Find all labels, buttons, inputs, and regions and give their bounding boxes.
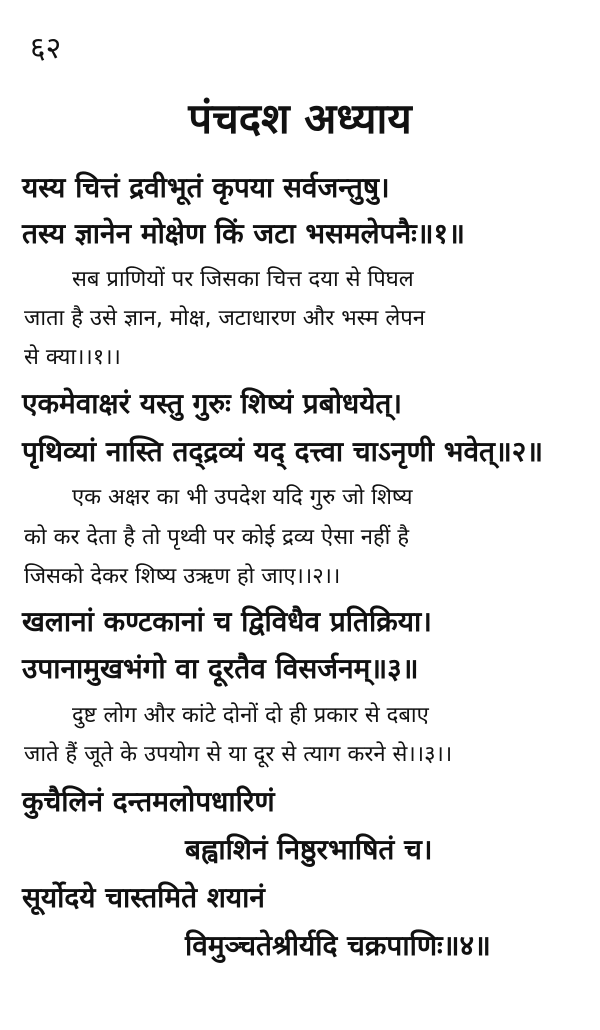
verse-4-line-3: सूर्योदये चास्तमिते शयानं — [22, 881, 265, 914]
translation-2-line-3: जिसको देकर शिष्य उऋण हो जाए।।२।। — [24, 564, 341, 589]
verse-2-line-1: एकमेवाक्षरं यस्तु गुरुः शिष्यं प्रबोधयेत्। — [22, 387, 403, 420]
page-number: ६२ — [30, 31, 62, 66]
translation-2-line-1: एक अक्षर का भी उपदेश यदि गुरु जो शिष्य — [72, 485, 413, 510]
verse-4-line-1: कुचैलिनं दन्तमलोपधारिणं — [22, 785, 275, 818]
verse-4-line-2: बह्वाशिनं निष्ठुरभाषितं च। — [185, 833, 433, 866]
translation-3-line-2: जाते हैं जूते के उपयोग से या दूर से त्याग करने से।।३।। — [24, 742, 453, 767]
translation-1-line-3: से क्या।।१।। — [24, 345, 121, 370]
translation-3-line-1: दुष्ट लोग और कांटे दोनों दो ही प्रकार से दबाए — [72, 703, 429, 728]
verse-2-line-2: पृथिव्यां नास्ति तद्द्रव्यं यद् दत्त्वा चाऽनृणी भवेत्॥२॥ — [22, 435, 544, 468]
verse-4-line-4: विमुञ्चतेश्रीर्यदि चक्रपाणिः॥४॥ — [185, 929, 491, 962]
chapter-title: पंचदश अध्याय — [188, 94, 412, 143]
verse-1-line-1: यस्य चित्तं द्रवीभूतं कृपया सर्वजन्तुषु। — [22, 171, 390, 204]
translation-2-line-2: को कर देता है तो पृथ्वी पर कोई द्रव्य ऐसा नहीं है — [24, 525, 410, 550]
verse-1-line-2: तस्य ज्ञानेन मोक्षेण किं जटा भसमलेपनैः॥१॥ — [22, 217, 465, 250]
translation-1-line-2: जाता है उसे ज्ञान, मोक्ष, जटाधारण और भस्म लेपन — [24, 306, 425, 331]
verse-3-line-2: उपानामुखभंगो वा दूरतैव विसर्जनम्॥३॥ — [22, 652, 419, 685]
verse-3-line-1: खलानां कण्टकानां च द्विविधैव प्रतिक्रिया। — [22, 605, 432, 638]
translation-1-line-1: सब प्राणियों पर जिसका चित्त दया से पिघल — [72, 267, 414, 292]
